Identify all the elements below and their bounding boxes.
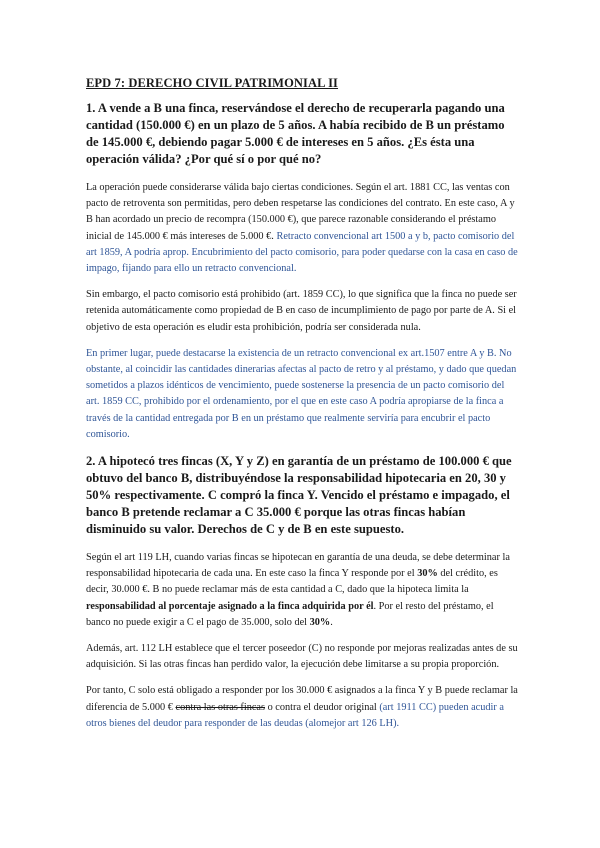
answer-2-paragraph-1: [86, 550, 520, 631]
question-1: 1. A vende a B una finca, reservándose el derecho de recuperarla pagando una cantidad (150.000 €) en un plazo de 5 años. A había recibido de B un préstamo de 145.000 €, debiendo pagar 5.000 € de intereses en 5 años. ¿Es ésta una operación válida? ¿Por qué sí o por qué no?: [86, 101, 505, 166]
answer-2-paragraph-2: Además, art. 112 LH establece que el tercer poseedor (C) no responde por mejoras realizadas antes de su adquisición. Si las otras fincas han perdido valor, la ejecución debe limitarse a su propia proporción.: [86, 643, 518, 671]
answer-2-text-e: .: [330, 616, 333, 628]
document-title: EPD 7: DERECHO CIVIL PATRIMONIAL II: [86, 76, 339, 90]
answer-1-paragraph-3: En primer lugar, puede destacarse la existencia de un retracto convencional ex art.1507 entre A y B. No obstante, al coincidir las cantidades dinerarias afectas al pacto de retro y al préstamo, y dado que quedan sometidos a plazos idénticos de vencimiento, puede sostenerse la presencia de un pacto comisorio del art. 1859 CC, prohibido por el ordenamiento, por el que en este caso A podría apropiarse de la finca a través de la cantidad entregada por B en un préstamo que realmente serviría para encubrir el pacto comisorio.: [86, 347, 517, 440]
answer-2-p3-text-a: Por tanto, C solo está obligado a responder por los 30.000 € asignados a la finca Y y B puede reclamar la diferencia de 5.000 €: [86, 685, 518, 713]
answer-2-note: (art 1911 CC) pueden acudir a otros bienes del deudor para responder de las deudas (alomejor art 126 LH).: [86, 701, 504, 729]
answer-2-text-d: . Por el resto del préstamo, el banco no puede exigir a C el pago de 35.000, solo del: [86, 600, 494, 628]
answer-1-note: Retracto convencional art 1500 a y b, pacto comisorio del art 1859, A podría aprop. Encubrimiento del pacto comisorio, para poder quedarse con la casa en caso de impago, fijando para ello un retracto convencional.: [86, 230, 518, 275]
answer-2-text-c: del crédito, es decir, 30.000 €. B no puede reclamar más de esta cantidad a C, dado que la hipoteca limita la: [86, 568, 498, 596]
answer-2-bold-30-final: 30%: [309, 616, 331, 628]
answer-2-strikethrough: contra las otras fincas: [175, 701, 265, 713]
answer-1-paragraph-1: [86, 180, 520, 277]
document-page: [86, 76, 520, 742]
answer-1-paragraph-2: Sin embargo, el pacto comisorio está prohibido (art. 1859 CC), lo que significa que la finca no puede ser retenida automáticamente como propiedad de B en caso de incumplimiento de pago por parte de A. Si el objetivo de esta operación es eludir esta prohibición, podría ser considerada nula.: [86, 289, 517, 333]
answer-2-bold-30: 30%: [417, 568, 438, 580]
answer-2-paragraph-3: [86, 683, 520, 732]
answer-1-text: La operación puede considerarse válida bajo ciertas condiciones. Según el art. 1881 CC, las ventas con pacto de retroventa son permitidas, pero deben respetarse las condiciones del contrato. En este caso, A y B han acordado un precio de recompra (150.000 €), que parece razonable considerando el préstamo inicial de 145.000 € más intereses de 5.000 €.: [86, 182, 515, 242]
answer-2-bold-responsabilidad: responsabilidad al porcentaje asignado a la finca adquirida por él: [86, 600, 374, 612]
answer-2-text-a: Según el art 119 LH, cuando varias fincas se hipotecan en garantía de una deuda, se debe determinar la responsabilidad hipotecaria de cada una. En este caso la finca Y responde por el: [86, 552, 510, 580]
answer-2-p3-text-b: o contra el deudor original: [265, 701, 380, 713]
question-2: 2. A hipotecó tres fincas (X, Y y Z) en garantía de un préstamo de 100.000 € que obtuvo del banco B, distribuyéndose la responsabilidad hipotecaria en 20, 30 y 50% respectivamente. C compró la finca Y. Vencido el préstamo e impagado, el banco B pretende reclamar a C 35.000 € porque las otras fincas habían disminuido su valor. Derechos de C y de B en este supuesto.: [86, 454, 512, 537]
